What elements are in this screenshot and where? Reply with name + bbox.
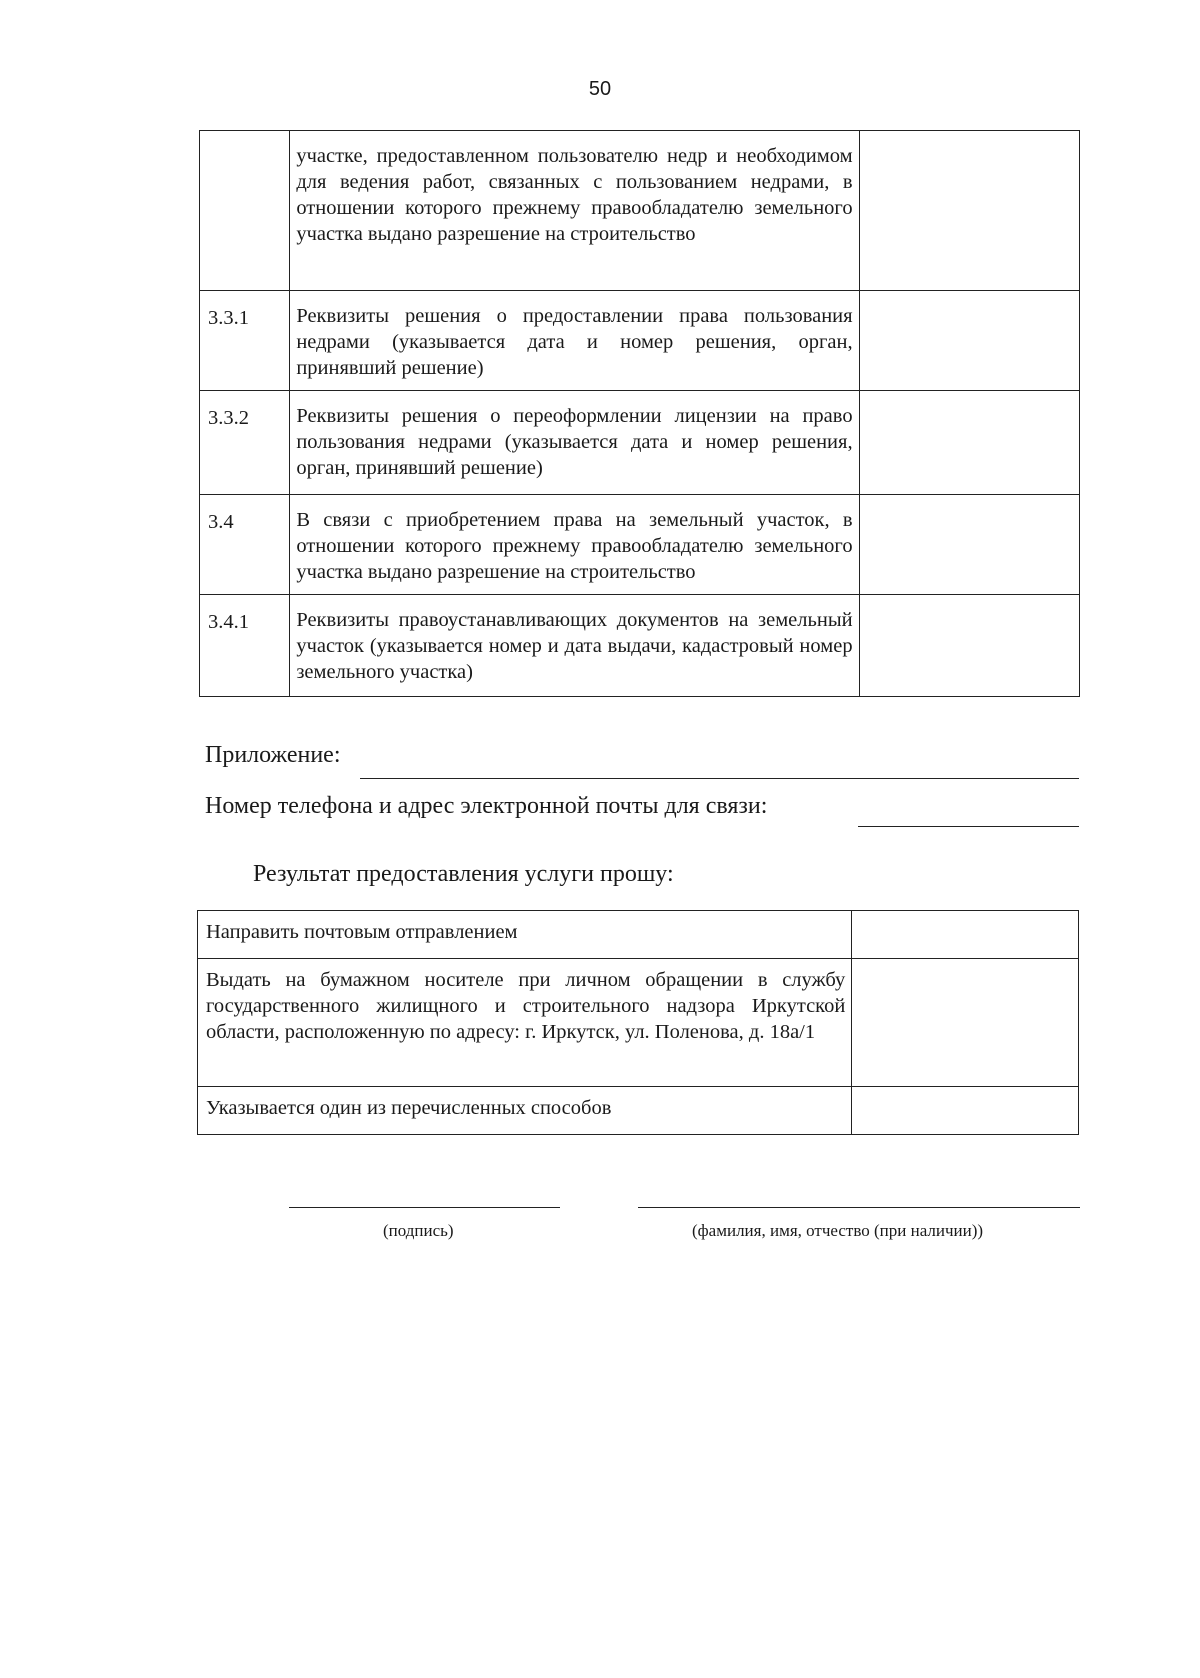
attachment-input-line[interactable] (360, 778, 1079, 779)
row-number: 3.3.2 (200, 391, 290, 495)
contact-label: Номер телефона и адрес электронной почты для связи: (205, 793, 768, 819)
row-text: Направить почтовым отправлением (198, 911, 852, 959)
row-text: Реквизиты решения о предоставлении права пользования недрами (указывается дата и номер решения, орган, принявший решение) (290, 291, 859, 391)
row-text: Реквизиты решения о переоформлении лицензии на право пользования недрами (указывается дата и номер решения, орган, принявший решение) (290, 391, 859, 495)
table-row (200, 291, 1080, 391)
page-number: 50 (588, 78, 612, 100)
application-details-table (199, 130, 1080, 697)
full-name-line[interactable] (638, 1207, 1080, 1208)
row-text: В связи с приобретением права на земельный участок, в отношении которого прежнему правообладателю земельного участка выдано разрешение на строительство (290, 495, 859, 595)
table-row (198, 911, 1079, 959)
table-row (198, 1087, 1079, 1135)
row-text: участке, предоставленном пользователю недр и необходимом для ведения работ, связанных с пользованием недрами, в отношении которого прежнему правообладателю земельного участка выдано разрешение на строительство (290, 131, 859, 291)
result-heading: Результат предоставления услуги прошу: (253, 861, 674, 887)
row-text: Выдать на бумажном носителе при личном обращении в службу государственного жилищного и строительного надзора Иркутской области, расположенную по адресу: г. Иркутск, ул. Поленова, д. 18а/1 (198, 959, 852, 1087)
table-row (198, 959, 1079, 1087)
table-row (200, 131, 1080, 291)
row-choice-cell[interactable] (852, 959, 1079, 1087)
row-number (200, 131, 290, 291)
row-value-cell[interactable] (859, 131, 1079, 291)
row-number: 3.4 (200, 495, 290, 595)
row-value-cell[interactable] (859, 391, 1079, 495)
row-value-cell[interactable] (859, 595, 1079, 697)
row-number: 3.4.1 (200, 595, 290, 697)
name-caption: (фамилия, имя, отчество (при наличии)) (692, 1221, 984, 1240)
row-choice-cell[interactable] (852, 911, 1079, 959)
row-text: Реквизиты правоустанавливающих документов на земельный участок (указывается номер и дата выдачи, кадастровый номер земельного участка) (290, 595, 859, 697)
row-text: Указывается один из перечисленных способов (198, 1087, 852, 1135)
table-row (200, 595, 1080, 697)
signature-line[interactable] (289, 1207, 560, 1208)
result-method-table (197, 910, 1079, 1135)
row-value-cell[interactable] (859, 291, 1079, 391)
signature-caption: (подпись) (383, 1221, 454, 1240)
attachment-label: Приложение: (205, 742, 341, 768)
row-number: 3.3.1 (200, 291, 290, 391)
table-row (200, 495, 1080, 595)
row-value-cell[interactable] (859, 495, 1079, 595)
contact-input-line[interactable] (858, 826, 1079, 827)
table-row (200, 391, 1080, 495)
row-choice-cell[interactable] (852, 1087, 1079, 1135)
